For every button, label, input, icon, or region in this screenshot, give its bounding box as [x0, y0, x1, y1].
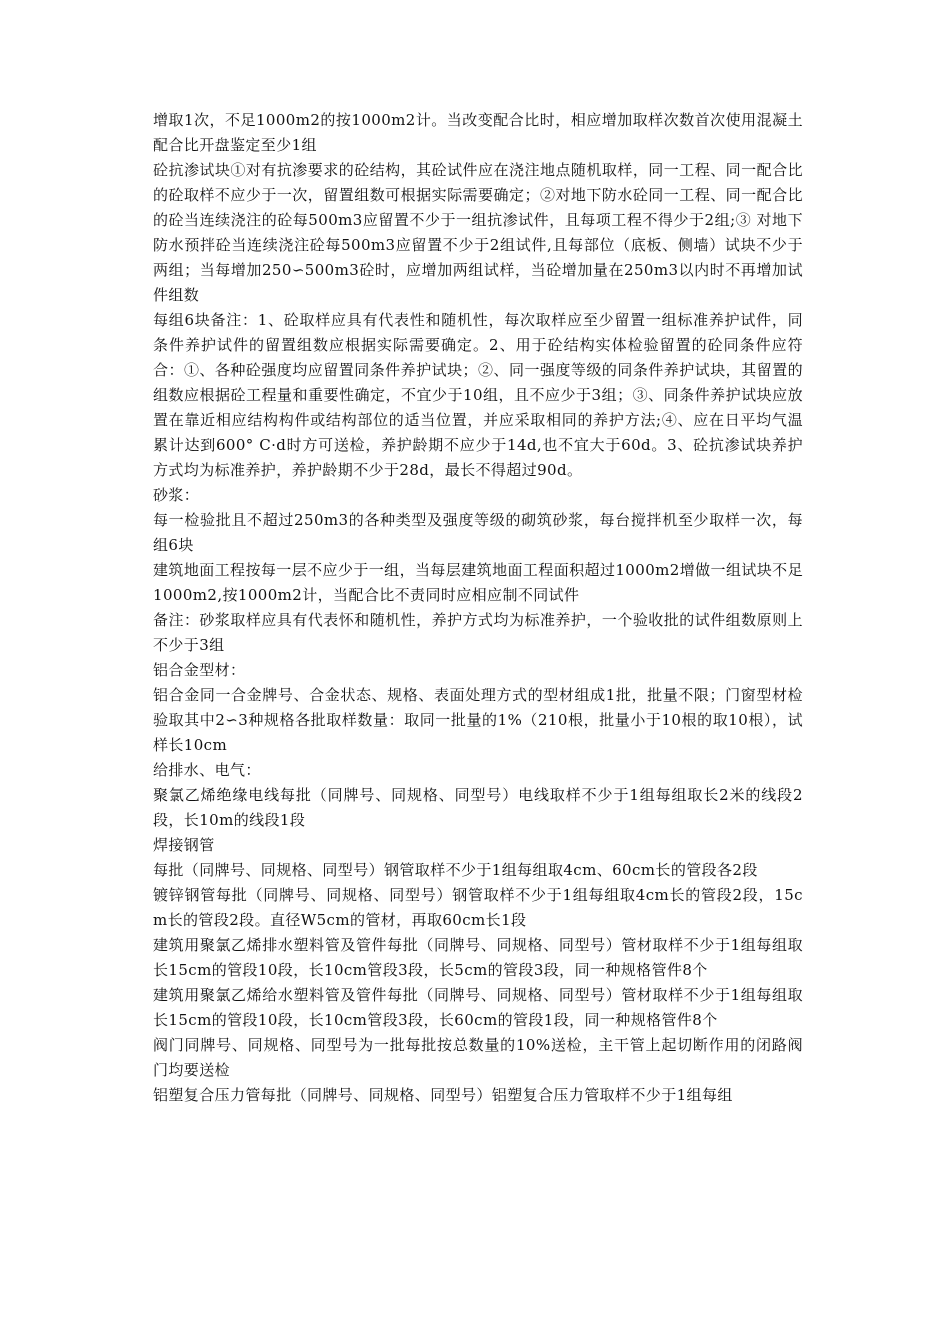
paragraph-pvc-supply-pipe: 建筑用聚氯乙烯给水塑料管及管件每批（同牌号、同规格、同型号）管材取样不少于1组每组取长15cm的管段10段，长10cm管段3段，长60cm的管段1段，同一种规格管件8个: [153, 986, 803, 1029]
paragraph-pvc-drain-pipe: 建筑用聚氯乙烯排水塑料管及管件每批（同牌号、同规格、同型号）管材取样不少于1组每组取长15cm的管段10段，长10cm管段3段，长5cm的管段3段，同一种规格管件8个: [153, 936, 803, 979]
paragraph-concrete-notes: 每组6块备注：1、砼取样应具有代表性和随机性，每次取样应至少留置一组标准养护试件，同条件养护试件的留置组数应根据实际需要确定。2、用于砼结构实体检验留置的砼同条件应符合：①、各种砼强度均应留置同条件养护试块；②、同一强度等级的同条件养护试块，其留置的组数应根据砼工程量和重要性确定，不宜少于10组，且不应少于3组；③、同条件养护试块应放置在靠近相应结构构件或结构部位的适当位置，并应采取相同的养护方法;④、应在日平均气温累计达到600° C·d时方可送检，养护龄期不应少于14d,也不宜大于60d。3、砼抗渗试块养护方式均为标准养护，养护龄期不少于28d，最长不得超过90d。: [153, 311, 803, 479]
heading-mortar: 砂浆：: [153, 486, 200, 504]
paragraph-welded-steel-pipe: 每批（同牌号、同规格、同型号）钢管取样不少于1组每组取4cm、60cm长的管段各2段: [153, 861, 758, 879]
heading-aluminium-profiles: 铝合金型材：: [153, 661, 246, 679]
paragraph-aluminium-profiles: 铝合金同一合金牌号、合金状态、规格、表面处理方式的型材组成1批，批量不限；门窗型材检验取其中2∽3种规格各批取样数量：取同一批量的1%（210根，批量小于10根的取10根），试样长10cm: [153, 686, 803, 754]
paragraph-concrete-sampling-count: 增取1次，不足1000m2的按1000m2计。当改变配合比时，相应增加取样次数首次使用混凝土配合比开盘鉴定至少1组: [153, 111, 803, 154]
paragraph-impermeability-specimens: 砼抗渗试块①对有抗渗要求的砼结构，其砼试件应在浇注地点随机取样，同一工程、同一配合比的砼取样不应少于一次，留置组数可根据实际需要确定；②对地下防水砼同一工程、同一配合比的砼当连续浇注的砼每500m3应留置不少于一组抗渗试件，且每项工程不得少于2组;③ 对地下防水预拌砼当连续浇注砼每500m3应留置不少于2组试件,且每部位（底板、侧墙）试块不少于两组；当每增加250∽500m3砼时，应增加两组试样，当砼增加量在250m3以内时不再增加试件组数: [153, 161, 803, 304]
paragraph-valves: 阀门同牌号、同规格、同型号为一批每批按总数量的10%送检，主干管上起切断作用的闭路阀门均要送检: [153, 1036, 803, 1079]
paragraph-mortar-notes: 备注：砂浆取样应具有代表怀和随机性，养护方式均为标准养护，一个验收批的试件组数原则上不少于3组: [153, 611, 803, 654]
paragraph-floor-mortar: 建筑地面工程按每一层不应少于一组，当每层建筑地面工程面积超过1000m2增做一组试块不足1000m2,按1000m2计，当配合比不责同时应相应制不同试件: [153, 561, 803, 604]
heading-plumbing-electrical: 给排水、电气：: [153, 761, 261, 779]
paragraph-aluminium-plastic-pipe: 铝塑复合压力管每批（同牌号、同规格、同型号）铝塑复合压力管取样不少于1组每组: [153, 1086, 733, 1104]
paragraph-pvc-wire: 聚氯乙烯绝缘电线每批（同牌号、同规格、同型号）电线取样不少于1组每组取长2米的线段2段，长10m的线段1段: [153, 786, 803, 829]
document-body: [153, 108, 803, 1108]
heading-welded-steel-pipe: 焊接钢管: [153, 836, 215, 854]
paragraph-masonry-mortar: 每一检验批且不超过250m3的各种类型及强度等级的砌筑砂浆，每台搅拌机至少取样一次，每组6块: [153, 511, 803, 554]
paragraph-galvanized-steel-pipe: 镀锌钢管每批（同牌号、同规格、同型号）钢管取样不少于1组每组取4cm长的管段2段，15cm长的管段2段。直径W5cm的管材，再取60cm长1段: [153, 886, 803, 929]
